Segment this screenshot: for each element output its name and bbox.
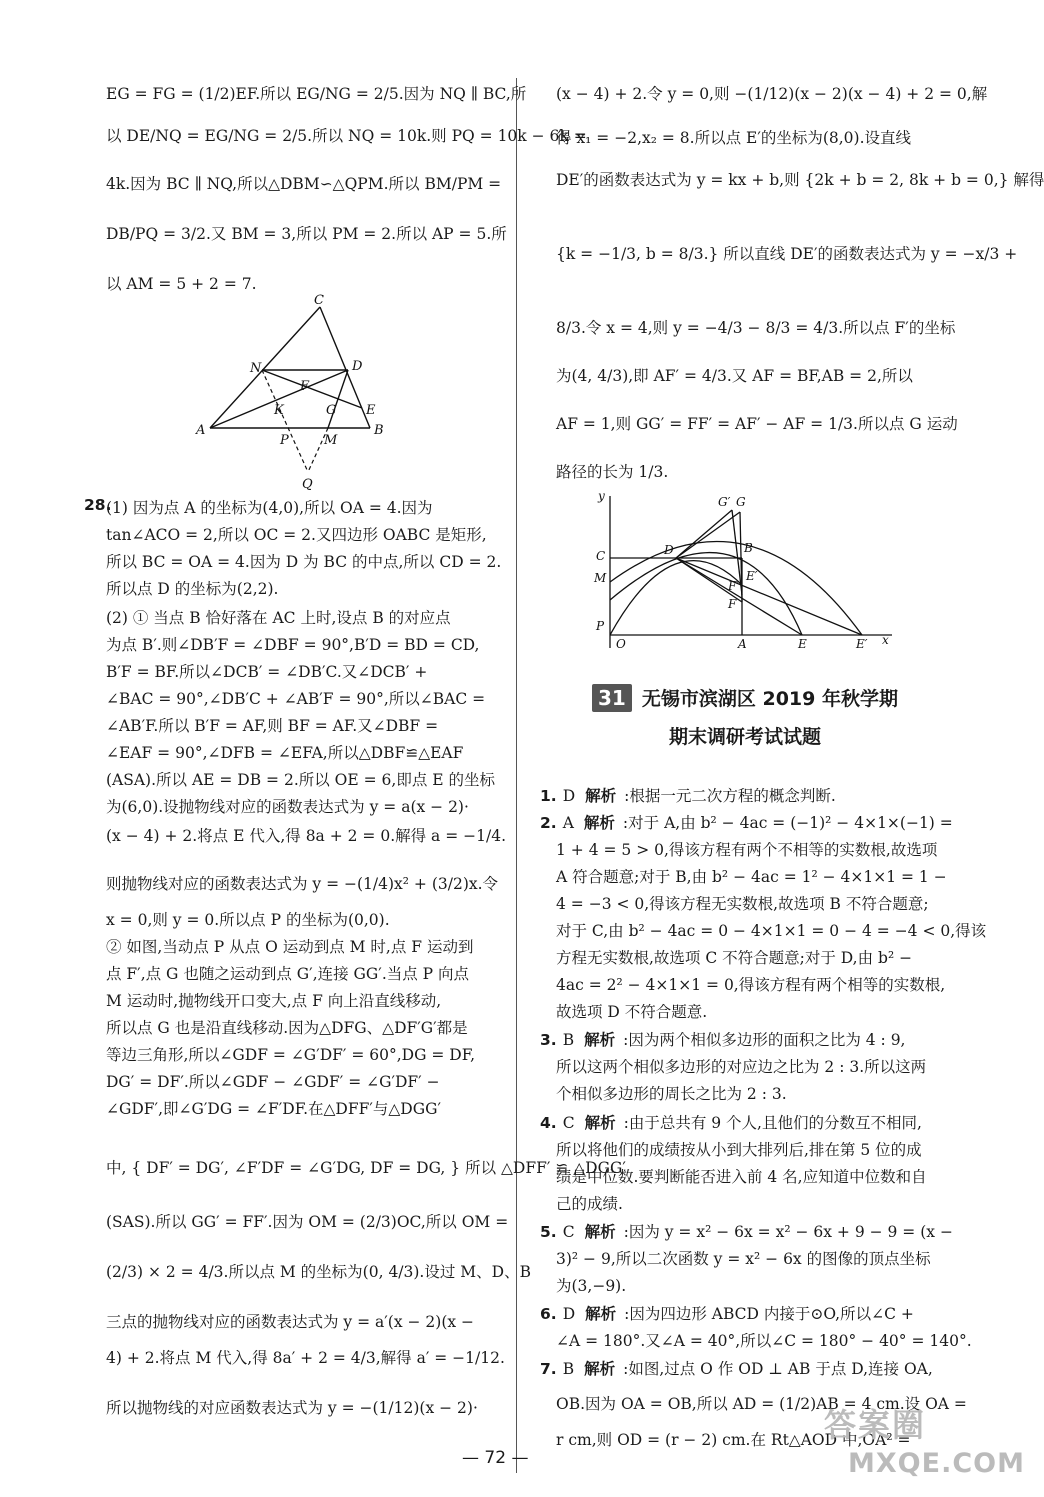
text-line: (x − 4) + 2.令 y = 0,则 −(1/12)(x − 2)(x − 4) + 2 = 0,解 <box>556 85 988 103</box>
parabola-1 <box>610 561 742 635</box>
section-subtitle <box>540 722 950 749</box>
label-a: A <box>196 423 206 438</box>
section-number: 31 <box>592 684 632 712</box>
label-q: Q <box>302 477 313 492</box>
segment-dg <box>676 512 740 558</box>
segment-dm <box>328 370 348 428</box>
section-title-line-2: 期末调研考试试题 <box>668 726 821 748</box>
answer-number: 4. <box>540 1114 557 1132</box>
answer-text: 如图,过点 O 作 OD ⊥ AB 于点 D,连接 OA, <box>628 1360 933 1378</box>
label-p: P <box>280 433 289 448</box>
text-line: 己的成绩. <box>556 1195 623 1213</box>
text-line: 为(4, 4/3),即 AF′ = 4/3.又 AF = BF,AB = 2,所以 <box>556 367 913 385</box>
text-line: EG = FG = (1/2)EF.所以 EG/NG = 2/5.因为 NQ ∥ BC,所 <box>106 85 527 103</box>
text-line: (1) 因为点 A 的坐标为(4,0),所以 OA = 4.因为 <box>106 499 433 517</box>
text-line: ∠AB′F.所以 B′F = AF,则 BF = AF.又∠DBF = <box>106 717 439 735</box>
analysis-tag: 解析 <box>583 814 615 832</box>
label-o: O <box>616 637 626 651</box>
answer-choice: C <box>562 1223 575 1241</box>
text-line: ∠A = 180°.又∠A = 40°,所以∠C = 180° − 40° = 140°. <box>556 1332 972 1350</box>
answer-number: 5. <box>540 1223 557 1241</box>
label-p: P <box>596 619 605 633</box>
text-line: ② 如图,当动点 P 从点 O 运动到点 M 时,点 F 运动到 <box>106 938 474 956</box>
label-e-prime-upper: E′ <box>746 569 758 583</box>
answer-text: 对于 A,由 b² − 4ac = (−1)² − 4×1×(−1) = <box>628 814 953 832</box>
text-line: 为点 B′.则∠DB′F = ∠DBF = 90°,B′D = BD = CD, <box>106 636 480 654</box>
equation-system-line: 中, { DF′ = DG′, ∠F′DF = ∠G′DG, DF = DG, } 所以 △DFF′ ≌ △DGG′ <box>106 1159 626 1177</box>
answer-number: 6. <box>540 1305 557 1323</box>
label-a: A <box>738 637 747 651</box>
analysis-tag: 解析 <box>584 1223 616 1241</box>
label-b: B <box>744 541 753 555</box>
label-b: B <box>374 423 384 438</box>
answer-text: 由于总共有 9 个人,且他们的分数互不相同, <box>628 1114 922 1132</box>
text-line: 8/3.令 x = 4,则 y = −4/3 − 8/3 = 4/3.所以点 F′的坐标 <box>556 319 956 337</box>
analysis-tag: 解析 <box>584 1114 616 1132</box>
text-line: B′F = BF.所以∠DCB′ = ∠DB′C.又∠DCB′ + <box>106 663 428 681</box>
text-line: AF = 1,则 GG′ = FF′ = AF′ − AF = 1/3.所以点 G 运动 <box>556 415 958 433</box>
label-f: F <box>728 597 737 611</box>
text-line: DB/PQ = 3/2.又 BM = 3,所以 PM = 2.所以 AP = 5.所 <box>106 225 507 243</box>
answer-number: 1. <box>540 787 557 805</box>
answer-4: 4. C 解析 :由于总共有 9 个人,且他们的分数互不相同, <box>540 1114 922 1132</box>
text-line: 为(3,−9). <box>556 1277 627 1295</box>
label-g: G <box>736 495 746 509</box>
text-line: 路径的长为 1/3. <box>556 463 669 481</box>
label-c: C <box>596 549 606 563</box>
text-line: tan∠ACO = 2,所以 OC = 2.又四边形 OABC 是矩形, <box>106 526 487 544</box>
label-d: D <box>664 543 674 557</box>
text-line: 得 x₁ = −2,x₂ = 8.所以点 E′的坐标为(8,0).设直线 <box>556 129 912 147</box>
analysis-tag: 解析 <box>584 1031 616 1049</box>
analysis-tag: 解析 <box>585 1305 617 1323</box>
text-line: 三点的抛物线对应的函数表达式为 y = a′(x − 2)(x − <box>106 1313 475 1331</box>
answer-text: 因为 y = x² − 6x = x² − 6x + 9 − 9 = (x − <box>628 1223 953 1241</box>
answer-choice: D <box>562 787 576 805</box>
answer-number: 2. <box>540 814 557 832</box>
label-c: C <box>314 293 324 308</box>
segment-de-prime <box>676 558 862 635</box>
answer-choice: A <box>562 814 574 832</box>
text-line: (2/3) × 2 = 4/3.所以点 M 的坐标为(0, 4/3).设过 M、D、B <box>106 1263 531 1281</box>
label-m: M <box>594 571 607 585</box>
text-line: 绩是中位数.要判断能否进入前 4 名,应知道中位数和自 <box>556 1168 927 1186</box>
watermark-url: MXQE.COM <box>848 1448 1025 1479</box>
label-x-axis: x <box>882 633 889 647</box>
text-line: 为(6,0).设抛物线对应的函数表达式为 y = a(x − 2)· <box>106 798 469 816</box>
text-line: 对于 C,由 b² − 4ac = 0 − 4×1×1 = 0 − 4 = −4 < 0,得该 <box>556 922 987 940</box>
answer-1: 1. D 解析 :根据一元二次方程的概念判断. <box>540 787 836 805</box>
answer-choice: C <box>562 1114 575 1132</box>
analysis-tag: 解析 <box>585 787 617 805</box>
text-line: 所以点 D 的坐标为(2,2). <box>106 580 279 598</box>
text-line: 故选项 D 不符合题意. <box>556 1003 708 1021</box>
text-line: 所以 BC = OA = 4.因为 D 为 BC 的中点,所以 CD = 2. <box>106 553 502 571</box>
text-line: 4) + 2.将点 M 代入,得 8a′ + 2 = 4/3,解得 a′ = −1/12. <box>106 1349 505 1367</box>
answer-5: 5. C 解析 :因为 y = x² − 6x = x² − 6x + 9 − 9 = (x − <box>540 1223 953 1241</box>
text-line: 所以将他们的成绩按从小到大排列后,排在第 5 位的成 <box>556 1141 922 1159</box>
answer-choice: B <box>562 1360 575 1378</box>
label-n: N <box>250 361 262 376</box>
text-line: OB.因为 OA = OB,所以 AD = (1/2)AB = 4 cm.设 OA = <box>556 1395 967 1413</box>
text-line: ∠EAF = 90°,∠DFB = ∠EFA,所以△DBF≌△EAF <box>106 744 464 762</box>
text-line: x = 0,则 y = 0.所以点 P 的坐标为(0,0). <box>106 911 390 929</box>
answer-choice: B <box>562 1031 575 1049</box>
text-line: (x − 4) + 2.将点 E 代入,得 8a + 2 = 0.解得 a = −1/4. <box>106 827 506 845</box>
watermark-title: 答案圈 <box>824 1406 927 1444</box>
text-line: 方程无实数根,故选项 C 不符合题意;对于 D,由 b² − <box>556 949 913 967</box>
label-g-prime: G′ <box>718 495 731 509</box>
text-line: 等边三角形,所以∠GDF = ∠G′DF′ = 60°,DG = DF, <box>106 1046 475 1064</box>
answer-number: 3. <box>540 1031 557 1049</box>
segment-ad <box>210 370 348 428</box>
text-line: 1 + 4 = 5 > 0,得该方程有两个不相等的实数根,故选项 <box>556 841 938 859</box>
text-line: (SAS).所以 GG′ = FF′.因为 OM = (2/3)OC,所以 OM = <box>106 1213 509 1231</box>
text-line: ∠GDF′,即∠G′DG = ∠F′DF.在△DFF′与△DGG′ <box>106 1100 441 1118</box>
label-e: E <box>366 403 376 418</box>
answer-number: 7. <box>540 1360 557 1378</box>
coordinate-figure-parabolas <box>590 490 900 650</box>
answer-6: 6. D 解析 :因为四边形 ABCD 内接于⊙O,所以∠C + <box>540 1305 914 1323</box>
label-m: M <box>324 433 338 448</box>
label-k: K <box>274 403 284 418</box>
label-f-prime: F′ <box>728 579 740 593</box>
text-line: 3)² − 9,所以二次函数 y = x² − 6x 的图像的顶点坐标 <box>556 1250 931 1268</box>
label-f: F <box>300 379 310 394</box>
segment-dg-prime <box>676 510 732 558</box>
text-line: A 符合题意;对于 B,由 b² − 4ac = 1² − 4×1×1 = 1 − <box>556 868 947 886</box>
text-line: 所以抛物线的对应函数表达式为 y = −(1/12)(x − 2)· <box>106 1399 478 1417</box>
geometry-figure-triangle <box>194 292 394 492</box>
text-line: {k = −1/3, b = 8/3.} 所以直线 DE′的函数表达式为 y = −x/3 + <box>556 245 1018 263</box>
text-line: r cm,则 OD = (r − 2) cm.在 Rt△AOD 中,OA² = <box>556 1431 911 1449</box>
segment-ac <box>210 307 320 428</box>
answer-3: 3. B 解析 :因为两个相似多边形的面积之比为 4 : 9, <box>540 1031 906 1049</box>
parabola-3 <box>610 553 802 635</box>
section-title-line-1: 无锡市滨湖区 2019 年秋学期 <box>641 688 898 710</box>
text-line: 以 DE/NQ = EG/NG = 2/5.所以 NQ = 10k.则 PQ = 10k − 6k = <box>106 127 587 145</box>
answer-text: 因为两个相似多边形的面积之比为 4 : 9, <box>628 1031 906 1049</box>
text-line: 4 = −3 < 0,得该方程无实数根,故选项 B 不符合题意; <box>556 895 929 913</box>
text-line: 所以点 G 也是沿直线移动.因为△DFG、△DF′G′都是 <box>106 1019 468 1037</box>
text-line: (2) ① 当点 B 恰好落在 AC 上时,设点 B 的对应点 <box>106 609 451 627</box>
label-e-prime: E′ <box>856 637 868 651</box>
text-line: (ASA).所以 AE = DB = 2.所以 OE = 6,即点 E 的坐标 <box>106 771 495 789</box>
text-line: 4k.因为 BC ∥ NQ,所以△DBM∽△QPM.所以 BM/PM = <box>106 175 502 193</box>
label-y-axis: y <box>598 489 605 503</box>
text-line: 4ac = 2² − 4×1×1 = 0,得该方程有两个相等的实数根, <box>556 976 946 994</box>
label-g: G <box>326 403 337 418</box>
text-line: DE′的函数表达式为 y = kx + b,则 {2k + b = 2, 8k + b = 0,} 解得 <box>556 171 1044 189</box>
text-line: M 运动时,抛物线开口变大,点 F 向上沿直线移动, <box>106 992 442 1010</box>
text-line: 以 AM = 5 + 2 = 7. <box>106 275 257 293</box>
answer-7: 7. B 解析 :如图,过点 O 作 OD ⊥ AB 于点 D,连接 OA, <box>540 1360 933 1378</box>
question-number: 28. <box>84 496 112 514</box>
answer-2: 2. A 解析 :对于 A,由 b² − 4ac = (−1)² − 4×1×(−1) = <box>540 814 953 832</box>
analysis-tag: 解析 <box>584 1360 616 1378</box>
answer-text: 因为四边形 ABCD 内接于⊙O,所以∠C + <box>629 1305 914 1323</box>
text-line: DG′ = DF′.所以∠GDF − ∠GDF′ = ∠G′DF′ − <box>106 1073 440 1091</box>
text-line: ∠BAC = 90°,∠DB′C + ∠AB′F = 90°,所以∠BAC = <box>106 690 486 708</box>
page-number: — 72 — <box>462 1448 529 1468</box>
label-d: D <box>352 359 363 374</box>
text-line: 个相似多边形的周长之比为 2 : 3. <box>556 1085 787 1103</box>
label-e: E <box>798 637 807 651</box>
text-line: 所以这两个相似多边形的对应边之比为 2 : 3.所以这两 <box>556 1058 927 1076</box>
watermark-logo <box>820 1400 1025 1492</box>
answer-text: 根据一元二次方程的概念判断. <box>629 787 836 805</box>
section-title <box>540 684 950 712</box>
answer-choice: D <box>562 1305 576 1323</box>
text-line: 点 F′,点 G 也随之运动到点 G′,连接 GG′.当点 P 向点 <box>106 965 470 983</box>
text-line: 则抛物线对应的函数表达式为 y = −(1/4)x² + (3/2)x.令 <box>106 875 499 893</box>
